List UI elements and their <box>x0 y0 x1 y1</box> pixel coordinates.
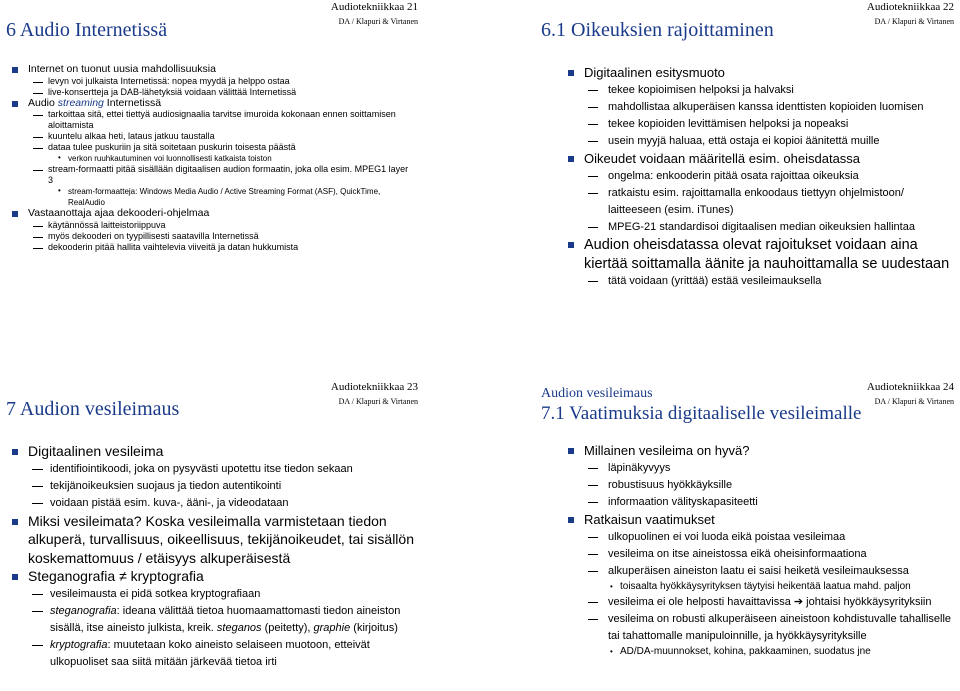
bullet-level-1 <box>568 511 960 529</box>
dash-bullet-icon <box>588 602 598 603</box>
square-bullet-icon <box>568 448 574 454</box>
dash-bullet-icon <box>32 503 43 504</box>
square-bullet-icon <box>12 67 18 73</box>
square-bullet-icon <box>568 242 574 248</box>
bullet-text: Audio <box>28 96 58 109</box>
bullet-level-2 <box>568 594 960 611</box>
bullet-text: usein myyjä haluaa, että ostaja ei kopioi äänitettä muille <box>608 135 880 147</box>
dash-bullet-icon <box>32 611 43 612</box>
slide-header <box>331 382 418 406</box>
square-bullet-icon <box>568 156 574 162</box>
dash-bullet-icon <box>33 148 43 149</box>
dash-bullet-icon <box>588 90 598 91</box>
dash-bullet-icon <box>588 468 598 469</box>
bullet-level-3 <box>12 186 412 208</box>
dash-bullet-icon <box>33 82 43 83</box>
bullet-text: myös dekooderi on tyypillisesti saatavilla Internetissä <box>48 230 259 241</box>
bullet-level-2 <box>12 242 412 253</box>
bullet-text: alkuperäisen aineiston laatu ei saisi heiketä vesileimauksessa <box>608 565 909 577</box>
bullet-level-2 <box>12 142 412 153</box>
square-bullet-icon <box>12 449 18 455</box>
dash-bullet-icon <box>33 237 43 238</box>
dash-bullet-icon <box>33 115 43 116</box>
dash-bullet-icon <box>588 141 598 142</box>
bullet-level-2 <box>568 185 960 219</box>
bullet-level-2 <box>12 131 412 142</box>
dash-bullet-icon <box>588 124 598 125</box>
bullet-text: tarkoittaa sitä, ettei tiettyä audiosignaalia tarvitse imuroida kokonaan ennen soittamisen aloittamista <box>48 109 396 130</box>
square-bullet-icon <box>12 101 18 107</box>
bullet-level-3 <box>568 645 960 659</box>
slide-body <box>12 64 412 253</box>
bullet-level-1 <box>12 64 412 76</box>
author-label: DA / Klapuri & Virtanen <box>338 397 418 406</box>
bullet-level-2 <box>12 603 422 637</box>
bullet-level-2 <box>568 133 960 150</box>
dash-bullet-icon <box>588 107 598 108</box>
dot-bullet-icon: • <box>58 186 61 195</box>
bullet-text: Audion oheisdatassa olevat rajoitukset voidaan aina kiertää soittamalla äänite ja nauhoittamalla se uudestaan <box>584 237 950 272</box>
bullet-text: tekee kopioiden levittämisen helpoksi ja nopeaksi <box>608 118 849 130</box>
bullet-level-2 <box>568 563 960 580</box>
bullet-text: live-konsertteja ja DAB-lähetyksiä voidaan välittää Internetissä <box>48 86 297 97</box>
bullet-level-2 <box>12 637 422 671</box>
square-bullet-icon <box>12 211 18 217</box>
slide-header <box>331 2 418 26</box>
bullet-text: ratkaistu esim. rajoittamalla enkoodaus tiettyyn ohjelmistoon/ laitteeseen (esim. iTunes) <box>608 187 904 216</box>
bullet-level-2 <box>12 495 422 512</box>
bullet-level-1 <box>12 567 422 586</box>
slide-header <box>867 382 954 406</box>
bullet-level-1 <box>568 64 960 82</box>
dash-bullet-icon <box>32 594 43 595</box>
bullet-level-1 <box>568 236 960 273</box>
author-label: DA / Klapuri & Virtanen <box>874 397 954 406</box>
slide-title: 6.1 Oikeuksien rajoittaminen <box>541 19 774 41</box>
bullet-text: kuuntelu alkaa heti, lataus jatkuu taustalla <box>48 131 215 141</box>
bullet-text: Internet on tuonut uusia mahdollisuuksia <box>28 63 216 75</box>
dash-bullet-icon <box>588 281 598 282</box>
bullet-text: läpinäkyvyys <box>608 462 671 474</box>
course-label: Audiotekniikkaa 21 <box>330 1 418 13</box>
bullet-text: toisaalta hyökkäysyrityksen täytyisi heikentää laatua mahd. paljon <box>620 581 911 592</box>
bullet-text: Steganografia ≠ kryptografia <box>28 568 204 584</box>
bullet-level-1 <box>12 442 422 461</box>
dash-bullet-icon <box>588 537 598 538</box>
dot-bullet-icon: • <box>610 582 613 591</box>
bullet-level-2 <box>568 529 960 546</box>
bullet-text: tätä voidaan (yrittää) estää vesileimauksella <box>608 275 822 287</box>
bullet-text: Miksi vesileimata? Koska vesileimalla varmistetaan tiedon alkuperä, turvallisuus, oikeellisuus, tekijänoikeudet, tai sisällön koskemattomuus / etäisyys alkuperäisestä <box>28 512 414 566</box>
bullet-emphasis: steganografia <box>50 604 117 617</box>
slide-body <box>12 442 422 671</box>
author-label: DA / Klapuri & Virtanen <box>338 17 418 26</box>
bullet-level-2 <box>568 82 960 99</box>
bullet-text: levyn voi julkaista Internetissä: nopea myydä ja helppo ostaa <box>48 75 290 86</box>
bullet-text: tekee kopioimisen helpoksi ja halvaksi <box>608 84 794 96</box>
bullet-text: vesileima ei ole helposti havaittavissa ➔ johtaisi hyökkäysyrityksiin <box>608 596 932 608</box>
bullet-level-2 <box>568 273 960 290</box>
bullet-text: vesileimausta ei pidä sotkea kryptografiaan <box>50 587 261 600</box>
square-bullet-icon <box>568 517 574 523</box>
bullet-level-2 <box>568 168 960 185</box>
square-bullet-icon <box>12 519 18 525</box>
bullet-level-3 <box>12 153 412 164</box>
bullet-text: Ratkaisun vaatimukset <box>584 512 715 527</box>
dash-bullet-icon <box>33 226 43 227</box>
bullet-level-2 <box>12 461 422 478</box>
bullet-level-2 <box>568 611 960 645</box>
bullet-text: robustisuus hyökkäyksille <box>608 479 733 491</box>
slide-title: 7 Audion vesileimaus <box>6 398 180 420</box>
slide-title: 6 Audio Internetissä <box>6 19 168 41</box>
bullet-level-1 <box>12 512 422 568</box>
dash-bullet-icon <box>32 469 43 470</box>
slide-22 <box>480 0 960 346</box>
dot-bullet-icon: • <box>610 647 613 656</box>
dash-bullet-icon <box>588 571 598 572</box>
dash-bullet-icon <box>588 193 598 194</box>
bullet-text: : ideana välittää tietoa huomaamattomasti tiedon aineiston sisällä, itse aineisto julkista, kreik. <box>50 604 401 634</box>
bullet-text: MPEG-21 standardisoi digitaalisen median oikeuksien hallintaa <box>608 221 915 233</box>
bullet-emphasis: graphie <box>313 621 351 634</box>
square-bullet-icon <box>12 574 18 580</box>
bullet-text: : muutetaan koko aineisto selaiseen muotoon, etteivät ulkopuoliset saa siitä mitään järkevää tietoa irti <box>50 638 370 668</box>
bullet-text: (peitetty), <box>261 621 314 634</box>
bullet-text: ulkopuolinen ei voi luoda eikä poistaa vesileimaa <box>608 531 846 543</box>
bullet-emphasis: steganos <box>216 621 262 634</box>
bullet-level-2 <box>568 477 960 494</box>
bullet-level-2 <box>568 460 960 477</box>
slide-supertitle: Audion vesileimaus <box>541 386 653 401</box>
bullet-text: vesileima on itse aineistossa eikä oheisinformaationa <box>608 548 867 560</box>
bullet-text: Digitaalinen vesileima <box>28 443 164 459</box>
course-label: Audiotekniikkaa 23 <box>330 381 418 393</box>
dot-bullet-icon: • <box>58 153 61 162</box>
bullet-level-3 <box>568 580 960 594</box>
bullet-text: (kirjoitus) <box>350 621 398 634</box>
dash-bullet-icon <box>32 486 43 487</box>
bullet-level-1 <box>12 98 412 110</box>
bullet-level-2 <box>12 76 412 87</box>
dash-bullet-icon <box>33 137 43 138</box>
bullet-text: tekijänoikeuksien suojaus ja tiedon autentikointi <box>50 479 282 492</box>
bullet-emphasis: kryptografia <box>50 638 108 651</box>
slide-23 <box>0 346 480 691</box>
bullet-level-1 <box>12 208 412 220</box>
bullet-level-2 <box>568 494 960 511</box>
dash-bullet-icon <box>588 485 598 486</box>
bullet-text: Internetissä <box>103 96 162 109</box>
author-label: DA / Klapuri & Virtanen <box>874 17 954 26</box>
bullet-text: voidaan pistää esim. kuva-, ääni-, ja videodataan <box>50 496 289 509</box>
bullet-level-2 <box>568 219 960 236</box>
dash-bullet-icon <box>33 93 43 94</box>
bullet-level-2 <box>568 99 960 116</box>
bullet-text: dekooderin pitää hallita vaihtelevia viiveitä ja datan hukkumista <box>48 241 299 252</box>
course-label: Audiotekniikkaa 22 <box>866 1 954 13</box>
bullet-level-2 <box>12 478 422 495</box>
bullet-level-1 <box>568 442 960 460</box>
bullet-level-1 <box>568 150 960 168</box>
bullet-text: AD/DA-muunnokset, kohina, pakkaaminen, suodatus jne <box>620 646 871 657</box>
bullet-text: ongelma: enkooderin pitää osata rajoittaa oikeuksia <box>608 170 859 182</box>
bullet-emphasis: streaming <box>57 96 104 109</box>
dash-bullet-icon <box>588 554 598 555</box>
bullet-text: mahdollistaa alkuperäisen kanssa identtisten kopioiden luomisen <box>608 101 924 113</box>
slide-21 <box>0 0 480 346</box>
bullet-text: verkon ruuhkautuminen voi luonnollisesti katkaista toiston <box>68 154 272 163</box>
square-bullet-icon <box>568 70 574 76</box>
bullet-text: Millainen vesileima on hyvä? <box>584 443 750 458</box>
bullet-text: Oikeudet voidaan määritellä esim. oheisdatassa <box>584 151 861 166</box>
bullet-text: Vastaanottaja ajaa dekooderi-ohjelmaa <box>28 207 210 219</box>
dash-bullet-icon <box>32 645 43 646</box>
bullet-level-2 <box>568 116 960 133</box>
bullet-level-2 <box>12 164 412 186</box>
dash-bullet-icon <box>588 227 598 228</box>
dash-bullet-icon <box>33 170 43 171</box>
slide-24 <box>480 346 960 691</box>
bullet-text: stream-formaatti pitää sisällään digitaalisen audion formaatin, joka olla esim. MPEG1 layer 3 <box>48 164 409 185</box>
slide-title: 7.1 Vaatimuksia digitaaliselle vesileimalle <box>541 403 862 424</box>
dash-bullet-icon <box>33 248 43 249</box>
dash-bullet-icon <box>588 176 598 177</box>
course-label: Audiotekniikkaa 24 <box>866 381 954 393</box>
bullet-level-2 <box>12 231 412 242</box>
bullet-text: stream-formaatteja: Windows Media Audio / Active Streaming Format (ASF), QuickTime, RealAudio <box>68 187 381 207</box>
bullet-text: käytännössä laitteistoriippuva <box>48 219 166 230</box>
bullet-text: informaation välityskapasiteetti <box>608 496 758 508</box>
bullet-text: vesileima on robusti alkuperäiseen aineistoon kohdistuvalle tahalliselle tai tahattomalle manipuloinnille, ja hyökkäysyrityksille <box>608 613 952 642</box>
bullet-level-2 <box>12 109 412 131</box>
bullet-text: dataa tulee puskuriin ja sitä soitetaan puskurin toisesta päästä <box>48 142 296 152</box>
dash-bullet-icon <box>588 619 598 620</box>
bullet-level-2 <box>12 586 422 603</box>
bullet-text: Digitaalinen esitysmuoto <box>584 65 725 80</box>
slide-body <box>568 64 960 290</box>
bullet-level-2 <box>12 220 412 231</box>
slide-header <box>867 2 954 26</box>
dash-bullet-icon <box>588 502 598 503</box>
slide-body <box>568 442 960 659</box>
bullet-text: identifiointikoodi, joka on pysyvästi upotettu itse tiedon sekaan <box>50 462 353 475</box>
bullet-level-2 <box>568 546 960 563</box>
